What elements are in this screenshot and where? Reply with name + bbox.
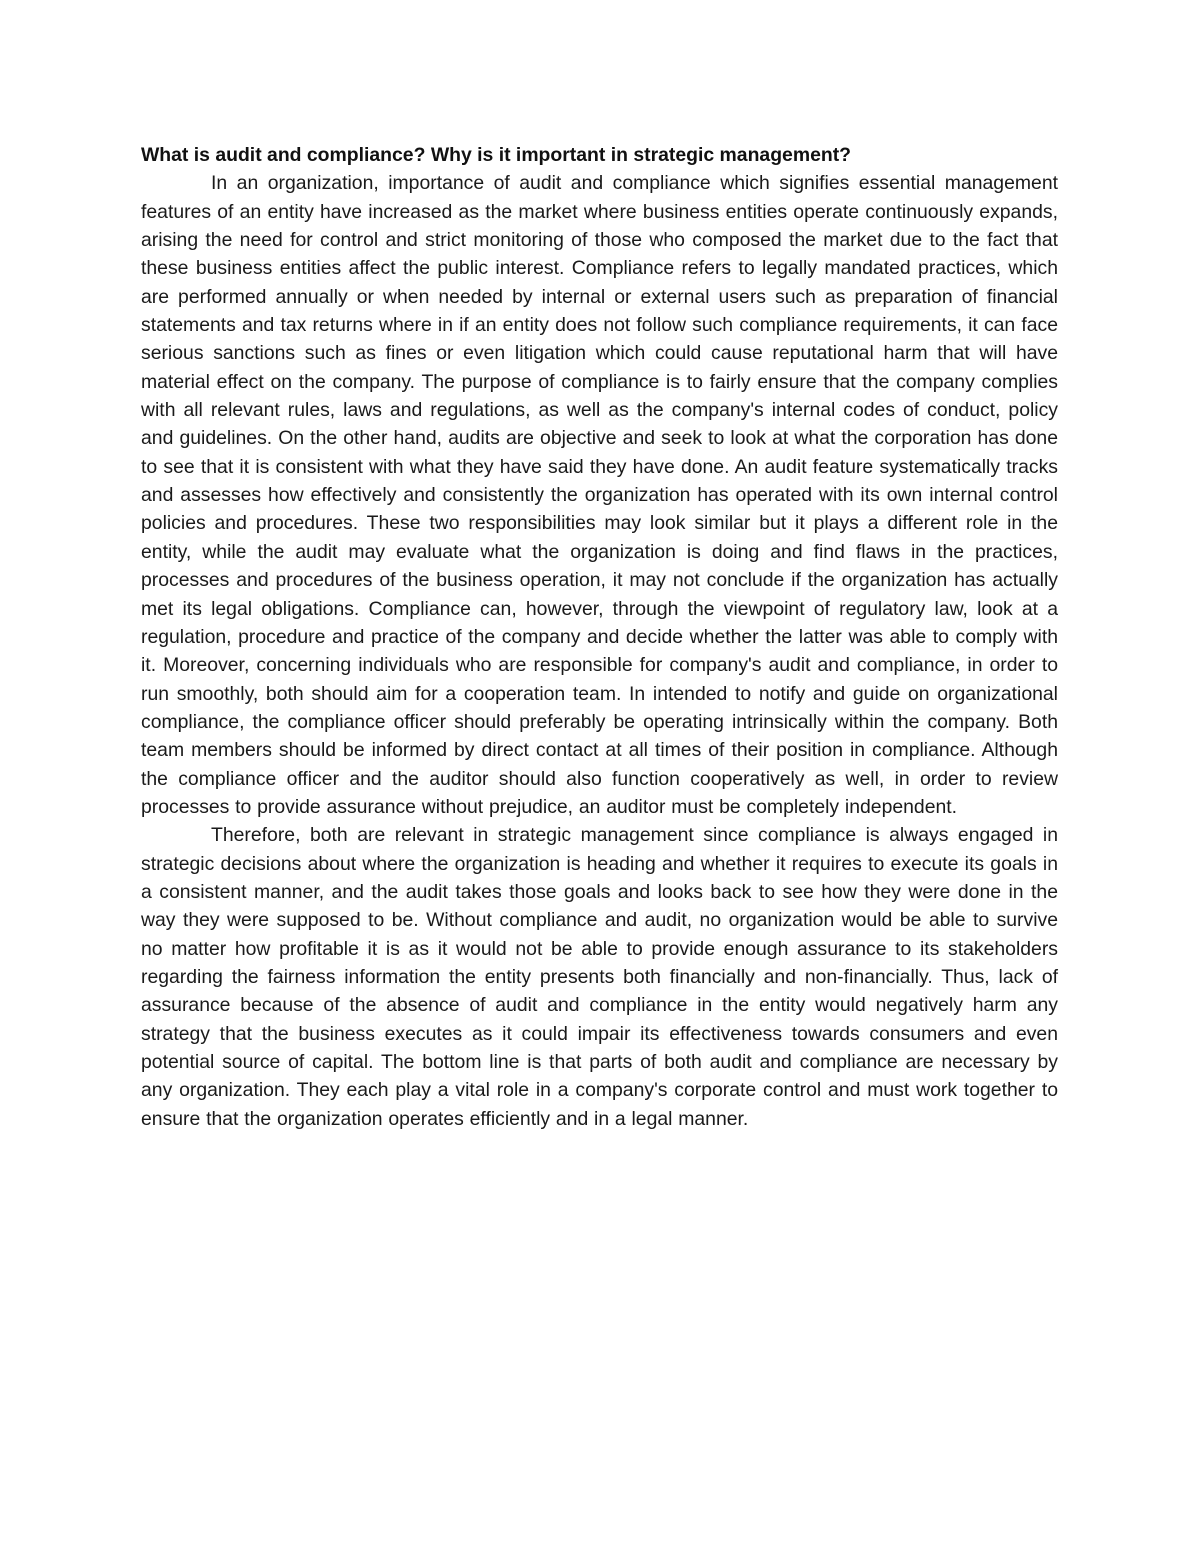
paragraph-1: In an organization, importance of audit and compliance which signifies essential management features of an entity have increased as the market where business entities operate continuously expands, arising the need for control and strict monitoring of those who composed the market due to the fact that these business entities affect the public interest. Compliance refers to legally mandated practices, which are performed annually or when needed by internal or external users such as preparation of financial statements and tax returns where in if an entity does not follow such compliance requirements, it can face serious sanctions such as fines or even litigation which could cause reputational harm that will have material effect on the company. The purpose of compliance is to fairly ensure that the company complies with all relevant rules, laws and regulations, as well as the company's internal codes of conduct, policy and guidelines. On the other hand, audits are objective and seek to look at what the corporation has done to see that it is consistent with what they have said they have done. An audit feature systematically tracks and assesses how effectively and consistently the organization has operated with its own internal control policies and procedures. These two responsibilities may look similar but it plays a different role in the entity, while the audit may evaluate what the organization is doing and find flaws in the practices, processes and procedures of the business operation, it may not conclude if the organization has actually met its legal obligations. Compliance can, however, through the viewpoint of regulatory law, look at a regulation, procedure and practice of the company and decide whether the latter was able to comply with it. Moreover, concerning individuals who are responsible for company's audit and compliance, in order to run smoothly, both should aim for a cooperation team. In intended to notify and guide on organizational compliance, the compliance officer should preferably be operating intrinsically within the company. Both team members should be informed by direct contact at all times of their position in compliance. Although the compliance officer and the auditor should also function cooperatively as well, in order to review processes to provide assurance without prejudice, an auditor must be completely independent. [141,172,1058,818]
document-heading: What is audit and compliance? Why is it important in strategic management? [141,144,852,166]
paragraph-2: Therefore, both are relevant in strategic management since compliance is always engaged in strategic decisions about where the organization is heading and whether it requires to execute its goals in a consistent manner, and the audit takes those goals and looks back to see how they were done in the way they were supposed to be. Without compliance and audit, no organization would be able to survive no matter how profitable it is as it would not be able to provide enough assurance to its stakeholders regarding the fairness information the entity presents both financially and non-financially. Thus, lack of assurance because of the absence of audit and compliance in the entity would negatively harm any strategy that the business executes as it could impair its effectiveness towards consumers and even potential source of capital. The bottom line is that parts of both audit and compliance are necessary by any organization. They each play a vital role in a company's corporate control and must work together to ensure that the organization operates efficiently and in a legal manner. [141,824,1058,1130]
document-body [141,141,1058,1133]
